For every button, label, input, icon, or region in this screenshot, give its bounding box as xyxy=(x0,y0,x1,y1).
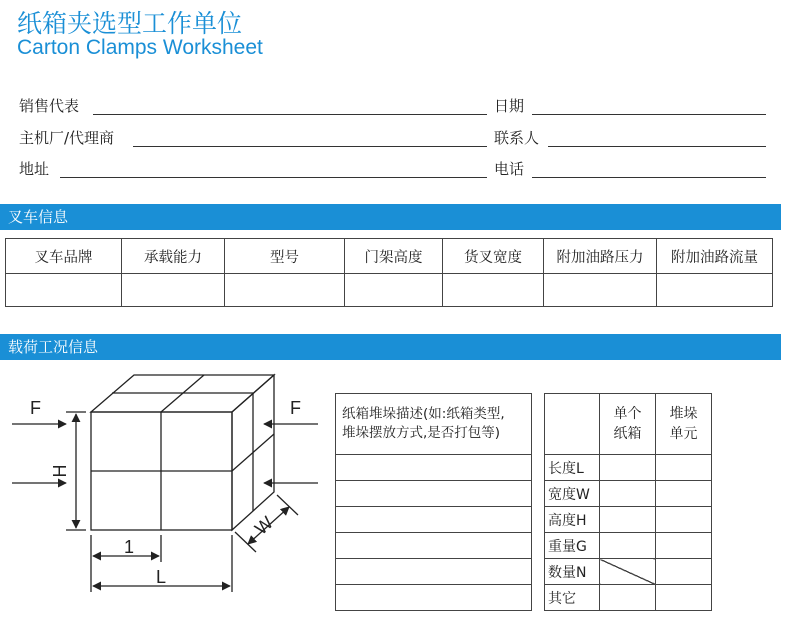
forklift-section-header: 叉车信息 xyxy=(0,204,781,230)
dims-header-single-carton xyxy=(600,394,656,455)
forklift-model-cell[interactable] xyxy=(225,274,345,307)
diagram-label-f-left: F xyxy=(30,398,41,418)
stack-description-line[interactable] xyxy=(336,559,532,585)
dims-header-stack-line1: 堆垛 xyxy=(669,406,698,422)
forklift-mast-height-cell[interactable] xyxy=(345,274,443,307)
dims-header-empty xyxy=(545,394,600,455)
oem-dealer-label: 主机厂/代理商 xyxy=(19,129,115,147)
row-label-weight: 重量G xyxy=(545,533,600,559)
height-single-cell[interactable] xyxy=(600,507,656,533)
phone-field[interactable] xyxy=(532,177,766,178)
length-stack-cell[interactable] xyxy=(656,455,712,481)
forklift-capacity-cell[interactable] xyxy=(122,274,225,307)
stack-description-line[interactable] xyxy=(336,533,532,559)
dims-header-stack-unit xyxy=(656,394,712,455)
height-stack-cell[interactable] xyxy=(656,507,712,533)
oem-dealer-field[interactable] xyxy=(133,146,487,147)
page-subtitle: Carton Clamps Worksheet xyxy=(17,36,263,59)
dims-header-stack-line2: 单元 xyxy=(669,426,698,442)
contact-label: 联系人 xyxy=(494,129,540,147)
stack-description-header-line1: 纸箱堆垛描述(如:纸箱类型, xyxy=(342,406,505,422)
address-label: 地址 xyxy=(19,160,50,178)
forklift-aux-pressure-cell[interactable] xyxy=(544,274,657,307)
quantity-single-cell-na xyxy=(600,559,656,585)
forklift-aux-flow-cell[interactable] xyxy=(657,274,773,307)
load-section-header: 载荷工况信息 xyxy=(0,334,781,360)
row-label-length: 长度L xyxy=(545,455,600,481)
contact-field[interactable] xyxy=(548,146,766,147)
row-label-quantity: 数量N xyxy=(545,559,600,585)
forklift-fork-width-cell[interactable] xyxy=(443,274,544,307)
stack-description-line[interactable] xyxy=(336,455,532,481)
forklift-col-mast-height: 门架高度 xyxy=(345,239,443,274)
sales-rep-label: 销售代表 xyxy=(19,97,80,115)
stack-description-line[interactable] xyxy=(336,507,532,533)
width-stack-cell[interactable] xyxy=(656,481,712,507)
dims-header-single-line1: 单个 xyxy=(613,406,642,422)
length-single-cell[interactable] xyxy=(600,455,656,481)
stack-description-line[interactable] xyxy=(336,481,532,507)
row-label-other: 其它 xyxy=(545,585,600,611)
weight-stack-cell[interactable] xyxy=(656,533,712,559)
stack-description-header-line2: 堆垛摆放方式,是否打包等) xyxy=(342,425,501,441)
carton-stack-diagram xyxy=(0,370,320,600)
quantity-stack-cell[interactable] xyxy=(656,559,712,585)
phone-label: 电话 xyxy=(494,160,525,178)
forklift-col-capacity: 承载能力 xyxy=(122,239,225,274)
date-label: 日期 xyxy=(494,97,525,115)
page-title: 纸箱夹选型工作单位 xyxy=(17,9,243,38)
weight-single-cell[interactable] xyxy=(600,533,656,559)
carton-dimensions-table xyxy=(544,393,712,611)
dims-header-single-line2: 纸箱 xyxy=(613,426,642,442)
stack-description-header xyxy=(336,394,532,455)
other-stack-cell[interactable] xyxy=(656,585,712,611)
width-single-cell[interactable] xyxy=(600,481,656,507)
diagram-label-w: W xyxy=(250,512,277,539)
other-single-cell[interactable] xyxy=(600,585,656,611)
diagram-label-one: 1 xyxy=(124,537,135,557)
diagram-label-l: L xyxy=(156,567,167,587)
forklift-col-model: 型号 xyxy=(225,239,345,274)
diagram-label-h: H xyxy=(50,464,70,478)
diagram-label-f-right: F xyxy=(290,398,301,418)
row-label-width: 宽度W xyxy=(545,481,600,507)
sales-rep-field[interactable] xyxy=(93,114,487,115)
forklift-col-aux-pressure: 附加油路压力 xyxy=(544,239,657,274)
forklift-col-brand: 叉车品牌 xyxy=(6,239,122,274)
stack-description-table xyxy=(335,393,532,611)
row-label-height: 高度H xyxy=(545,507,600,533)
forklift-col-aux-flow: 附加油路流量 xyxy=(657,239,773,274)
address-field[interactable] xyxy=(60,177,487,178)
stack-description-line[interactable] xyxy=(336,585,532,611)
forklift-table xyxy=(5,238,773,307)
forklift-col-fork-width: 货叉宽度 xyxy=(443,239,544,274)
forklift-brand-cell[interactable] xyxy=(6,274,122,307)
date-field[interactable] xyxy=(532,114,766,115)
